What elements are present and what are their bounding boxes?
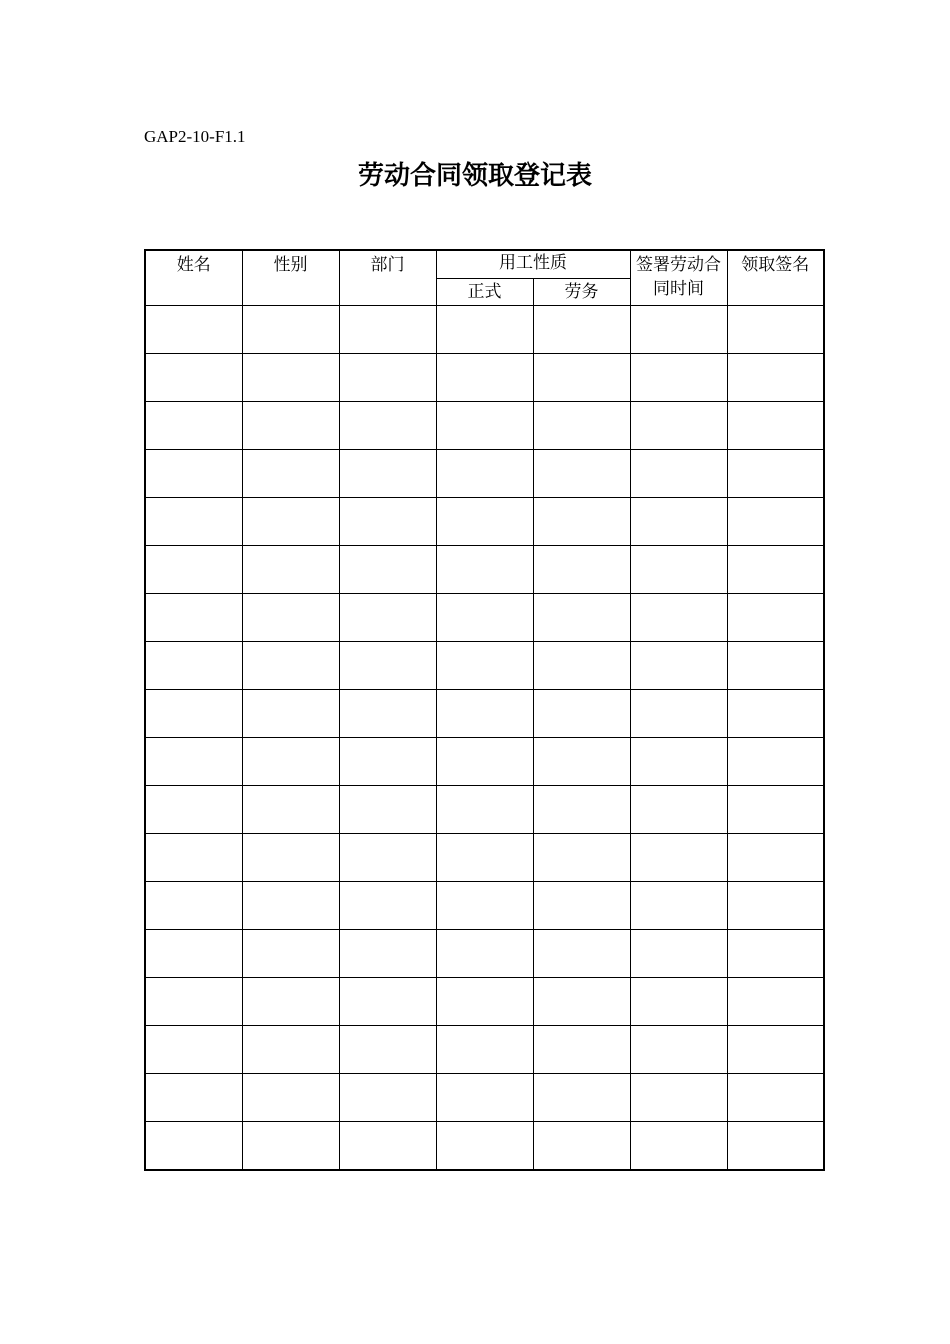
- table-cell[interactable]: [242, 546, 339, 594]
- table-cell[interactable]: [533, 354, 630, 402]
- table-row: [145, 1074, 824, 1122]
- table-cell[interactable]: [727, 882, 824, 930]
- header-employment-formal: 正式: [436, 279, 533, 306]
- table-row: [145, 1026, 824, 1074]
- table-row: [145, 594, 824, 642]
- table-cell[interactable]: [533, 930, 630, 978]
- table-cell[interactable]: [339, 738, 436, 786]
- table-cell[interactable]: [145, 1122, 242, 1171]
- header-row-1: [145, 250, 824, 279]
- header-employment-labor: 劳务: [533, 279, 630, 306]
- document-title: 劳动合同领取登记表: [357, 161, 592, 191]
- table-cell[interactable]: [339, 594, 436, 642]
- table-cell[interactable]: [630, 1074, 727, 1122]
- table-cell[interactable]: [727, 690, 824, 738]
- table-cell[interactable]: [630, 594, 727, 642]
- table-cell[interactable]: [727, 402, 824, 450]
- table-cell[interactable]: [242, 978, 339, 1026]
- table-row: [145, 498, 824, 546]
- table-cell[interactable]: [533, 642, 630, 690]
- table-cell[interactable]: [145, 834, 242, 882]
- table-cell[interactable]: [339, 1122, 436, 1171]
- table-row: [145, 930, 824, 978]
- header-name: 姓名: [145, 250, 242, 306]
- table-cell[interactable]: [727, 306, 824, 354]
- table-cell[interactable]: [339, 1074, 436, 1122]
- table-cell[interactable]: [436, 930, 533, 978]
- table-cell[interactable]: [436, 642, 533, 690]
- table-cell[interactable]: [339, 786, 436, 834]
- table-cell[interactable]: [630, 738, 727, 786]
- table-cell[interactable]: [242, 642, 339, 690]
- table-cell[interactable]: [727, 450, 824, 498]
- table-row: [145, 546, 824, 594]
- header-employment-type: 用工性质: [436, 250, 630, 279]
- table-row: [145, 786, 824, 834]
- header-gender: 性别: [242, 250, 339, 306]
- table-cell[interactable]: [339, 882, 436, 930]
- table-cell[interactable]: [436, 1122, 533, 1171]
- table-cell[interactable]: [339, 498, 436, 546]
- table-cell[interactable]: [533, 306, 630, 354]
- table-cell[interactable]: [339, 450, 436, 498]
- header-department: 部门: [339, 250, 436, 306]
- table-cell[interactable]: [630, 882, 727, 930]
- table-cell[interactable]: [630, 354, 727, 402]
- table-cell[interactable]: [630, 402, 727, 450]
- table-cell[interactable]: [533, 1122, 630, 1171]
- table-cell[interactable]: [436, 1026, 533, 1074]
- table-cell[interactable]: [630, 546, 727, 594]
- table-cell[interactable]: [630, 1122, 727, 1171]
- table-cell[interactable]: [727, 930, 824, 978]
- table-cell[interactable]: [630, 450, 727, 498]
- document-code: GAP2-10-F1.1: [144, 127, 246, 146]
- table-cell[interactable]: [242, 834, 339, 882]
- header-receipt-signature: 领取签名: [727, 250, 824, 306]
- table-cell[interactable]: [436, 738, 533, 786]
- table-cell[interactable]: [242, 786, 339, 834]
- table-cell[interactable]: [533, 594, 630, 642]
- table-cell[interactable]: [436, 402, 533, 450]
- table-cell[interactable]: [242, 1026, 339, 1074]
- table-cell[interactable]: [727, 834, 824, 882]
- table-cell[interactable]: [436, 354, 533, 402]
- table-cell[interactable]: [436, 690, 533, 738]
- table-cell[interactable]: [145, 498, 242, 546]
- table-cell[interactable]: [436, 978, 533, 1026]
- table-cell[interactable]: [436, 882, 533, 930]
- table-row: [145, 354, 824, 402]
- table-cell[interactable]: [145, 1026, 242, 1074]
- table-cell[interactable]: [339, 930, 436, 978]
- table-row: [145, 642, 824, 690]
- table-cell[interactable]: [339, 834, 436, 882]
- table-cell[interactable]: [630, 1026, 727, 1074]
- table-cell[interactable]: [727, 1026, 824, 1074]
- table-cell[interactable]: [727, 786, 824, 834]
- table-cell[interactable]: [242, 930, 339, 978]
- table-cell[interactable]: [630, 786, 727, 834]
- table-cell[interactable]: [630, 306, 727, 354]
- header-sign-time: 签署劳动合同时间: [630, 250, 727, 306]
- table-cell[interactable]: [727, 738, 824, 786]
- table-cell[interactable]: [145, 882, 242, 930]
- table-cell[interactable]: [242, 738, 339, 786]
- table-cell[interactable]: [339, 402, 436, 450]
- table-row: [145, 450, 824, 498]
- table-cell[interactable]: [630, 690, 727, 738]
- table-row: [145, 402, 824, 450]
- table-cell[interactable]: [145, 402, 242, 450]
- table-cell[interactable]: [630, 978, 727, 1026]
- table-cell[interactable]: [145, 354, 242, 402]
- table-cell[interactable]: [339, 306, 436, 354]
- table-cell[interactable]: [727, 1074, 824, 1122]
- table-cell[interactable]: [630, 834, 727, 882]
- table-cell[interactable]: [242, 450, 339, 498]
- table-cell[interactable]: [339, 546, 436, 594]
- table-cell[interactable]: [533, 1074, 630, 1122]
- table-cell[interactable]: [533, 1026, 630, 1074]
- table-cell[interactable]: [533, 690, 630, 738]
- table-cell[interactable]: [145, 306, 242, 354]
- table-cell[interactable]: [436, 1074, 533, 1122]
- table-cell[interactable]: [727, 354, 824, 402]
- table-cell[interactable]: [436, 786, 533, 834]
- table-cell[interactable]: [145, 1074, 242, 1122]
- table-row: [145, 306, 824, 354]
- table-cell[interactable]: [533, 978, 630, 1026]
- table-cell[interactable]: [533, 546, 630, 594]
- table-cell[interactable]: [533, 834, 630, 882]
- table-cell[interactable]: [533, 402, 630, 450]
- table-row: [145, 978, 824, 1026]
- table-cell[interactable]: [145, 546, 242, 594]
- table-cell[interactable]: [242, 306, 339, 354]
- table-cell[interactable]: [242, 882, 339, 930]
- table-cell[interactable]: [145, 594, 242, 642]
- table-cell[interactable]: [630, 642, 727, 690]
- table-cell[interactable]: [727, 978, 824, 1026]
- table-cell[interactable]: [242, 594, 339, 642]
- table-cell[interactable]: [242, 690, 339, 738]
- table-cell[interactable]: [145, 690, 242, 738]
- table-cell[interactable]: [242, 402, 339, 450]
- register-table: [144, 249, 825, 1171]
- table-cell[interactable]: [242, 498, 339, 546]
- table-cell[interactable]: [145, 930, 242, 978]
- table-cell[interactable]: [533, 738, 630, 786]
- table-cell[interactable]: [436, 546, 533, 594]
- table-cell[interactable]: [727, 1122, 824, 1171]
- table-cell[interactable]: [727, 642, 824, 690]
- table-cell[interactable]: [436, 498, 533, 546]
- table-cell[interactable]: [339, 354, 436, 402]
- table-cell[interactable]: [145, 786, 242, 834]
- table-cell[interactable]: [339, 642, 436, 690]
- table-cell[interactable]: [630, 930, 727, 978]
- table-cell[interactable]: [145, 978, 242, 1026]
- table-row: [145, 690, 824, 738]
- table-cell[interactable]: [145, 738, 242, 786]
- table-cell[interactable]: [339, 690, 436, 738]
- table-cell[interactable]: [242, 354, 339, 402]
- table-cell[interactable]: [242, 1122, 339, 1171]
- table-cell[interactable]: [727, 594, 824, 642]
- table-row: [145, 738, 824, 786]
- table-row: [145, 1122, 824, 1171]
- table-cell[interactable]: [436, 306, 533, 354]
- table-cell[interactable]: [436, 450, 533, 498]
- table-cell[interactable]: [727, 498, 824, 546]
- table-cell[interactable]: [339, 978, 436, 1026]
- table-cell[interactable]: [145, 642, 242, 690]
- table-cell[interactable]: [145, 450, 242, 498]
- table-cell[interactable]: [727, 546, 824, 594]
- table-cell[interactable]: [436, 594, 533, 642]
- table-cell[interactable]: [533, 450, 630, 498]
- table-cell[interactable]: [630, 498, 727, 546]
- table-cell[interactable]: [533, 882, 630, 930]
- table-cell[interactable]: [533, 498, 630, 546]
- table-cell[interactable]: [533, 786, 630, 834]
- table-cell[interactable]: [436, 834, 533, 882]
- table-cell[interactable]: [242, 1074, 339, 1122]
- table-cell[interactable]: [339, 1026, 436, 1074]
- table-row: [145, 834, 824, 882]
- table-row: [145, 882, 824, 930]
